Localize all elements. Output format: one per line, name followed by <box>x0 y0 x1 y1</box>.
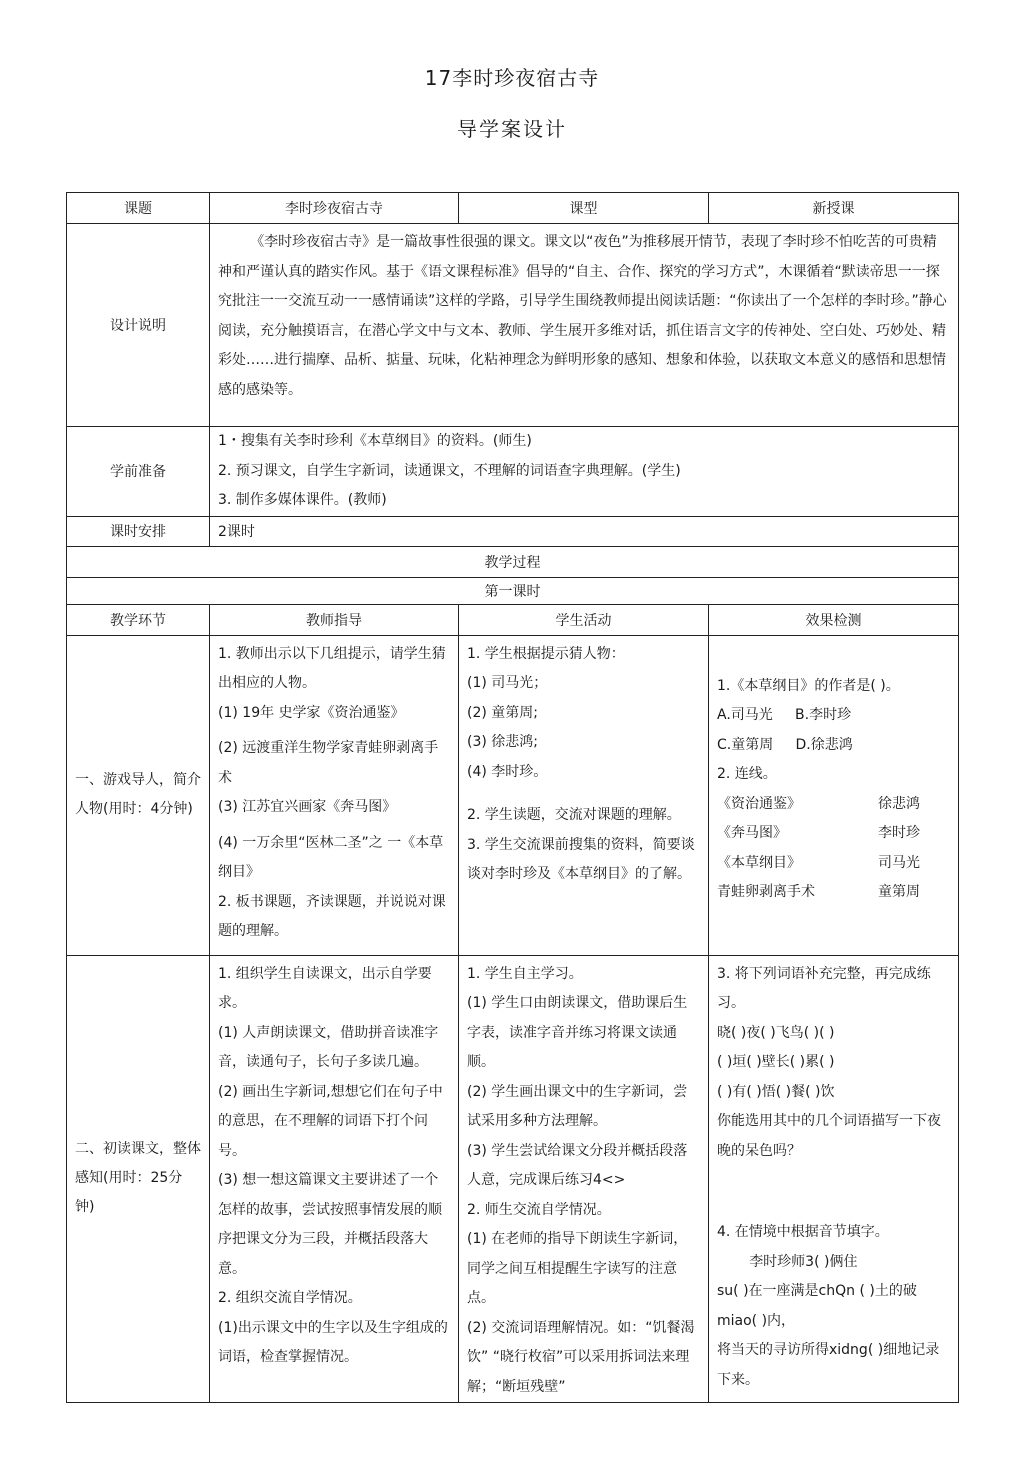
stage1-teacher-item: 2. 板书课题，齐读课题，并说说对课题的理解。 <box>218 893 446 939</box>
stage2-check-q4-line: 将当天的寻访所得xidng( )细地记录下来。 <box>717 1342 940 1388</box>
stage2-student-cell <box>459 955 709 1403</box>
prep-row <box>67 427 959 517</box>
stage1-teacher-item: (4) 一万余里“医林二圣”之 一《本草纲目》 <box>218 834 444 880</box>
match-row <box>717 849 950 879</box>
columns-row <box>67 604 959 635</box>
match-right: 李时珍 <box>878 825 920 841</box>
stage2-check-q3: 3. 将下列词语补充完整，再完成练习。 <box>717 965 931 1011</box>
stage2-check-q4: 4. 在情境中根据音节填字。 <box>717 1224 889 1240</box>
stage1-student-item: 1. 学生根据提示猜人物： <box>467 645 625 662</box>
match-row <box>717 878 950 908</box>
match-row <box>717 790 950 820</box>
design-cell <box>210 224 959 427</box>
stage2-teacher-item: 1. 组织学生自读课文，出示自学要求。 <box>218 965 432 1011</box>
header-row <box>67 193 959 224</box>
design-label: 设计说明 <box>67 224 210 427</box>
document-subtitle: 导学案设计 <box>457 117 567 141</box>
stage2-student-item: (3) 学生尝试给课文分段并概括段落人意，完成课后练习4<> <box>467 1142 688 1188</box>
stage1-check-q2: 2. 连线。 <box>717 766 777 782</box>
prep-item: 1・搜集有关李时珍利《本草纲目》的资料。(师生) <box>218 433 532 449</box>
stage2-student-item: (2) 学生画出课文中的生字新词，尝试采用多种方法理解。 <box>467 1083 688 1129</box>
stage1-student-item: (2) 童第周; <box>467 704 538 721</box>
stage2-check-blank: 晓( )夜( )飞鸟( )( ) <box>717 1024 835 1041</box>
stage1-teacher-item: (2) 远渡重洋生物学家青蛙卵剥离手术 <box>218 740 439 786</box>
stage2-name: 二、初读课文，整体感知(用时：25分钟) <box>67 955 210 1403</box>
stage2-check-q3-tail: 你能选用其中的几个词语描写一下夜晚的呆色吗？ <box>717 1113 941 1159</box>
match-left: 《奔马图》 <box>717 825 787 841</box>
stage1-teacher-item: (1) 19年 史学家《资治通鉴》 <box>218 704 405 721</box>
document-title: 17李时珍夜宿古寺 <box>424 66 600 90</box>
column-header-teacher: 教师指导 <box>210 604 459 635</box>
stage1-row <box>67 635 959 955</box>
stage2-teacher-item: (2) 画出生字新词,想想它们在句子中的意思，在不理解的词语下打个问号。 <box>218 1083 443 1159</box>
stage2-teacher-cell <box>210 955 459 1403</box>
period-title-row <box>67 577 959 604</box>
stage2-student-item: (2) 交流词语理解情况。如：“饥餐渴饮” “晓行枚宿”可以采用拆词法来理解；“断垣残壁” <box>467 1319 695 1395</box>
stage2-check-q4-line: 李时珍师3( )俩住 <box>749 1253 858 1270</box>
stage1-teacher-item: (3) 江苏宜兴画家《奔马图》 <box>218 799 397 815</box>
stage2-student-item: 1. 学生自主学习。 <box>467 965 583 982</box>
stage2-check-q4-line: su( )在一座满是chQn ( )土的破miao( )内， <box>717 1283 917 1329</box>
stage1-student-cell <box>459 635 709 955</box>
stage1-student-item: 3. 学生交流课前搜集的资料，简要谈谈对李时珍及《本草纲目》的了解。 <box>467 836 695 882</box>
stage2-teacher-item: (1) 人声朗读课文，借助拼音读准字音，读通句子，长句子多读几遍。 <box>218 1024 439 1070</box>
stage2-student-item: 2. 师生交流自学情况。 <box>467 1201 611 1218</box>
match-left: 青蛙卵剥离手术 <box>717 884 815 900</box>
stage1-teacher-cell <box>210 635 459 955</box>
stage1-student-item: (3) 徐悲鸿; <box>467 734 538 750</box>
match-row <box>717 819 950 849</box>
schedule-value: 2课时 <box>210 516 959 546</box>
stage2-check-blank: ( )有( )悟( )餐( )饮 <box>717 1083 835 1100</box>
column-header-stage: 教学环节 <box>67 604 210 635</box>
stage2-check-cell <box>709 955 959 1403</box>
lesson-plan-table <box>66 192 959 1403</box>
stage1-student-item: (1) 司马光； <box>467 675 548 691</box>
prep-cell <box>210 427 959 517</box>
header-topic-value: 李时珍夜宿古寺 <box>210 193 459 224</box>
stage2-student-item: (1) 学生口由朗读课文，借助课后生字表，读准字音并练习将课文读通顺。 <box>467 995 688 1070</box>
stage2-teacher-item: 2. 组织交流自学情况。 <box>218 1290 362 1306</box>
process-title-row <box>67 546 959 577</box>
schedule-label: 课时安排 <box>67 516 210 546</box>
design-text: 《李时珍夜宿古寺》是一篇故事性很强的课文。课文以“夜色”为推移展开情节，表现了李时珍不怕吃苦的可贵精神和严谨认真的踏实作风。基于《语文课程标准》倡导的“自主、合作、探究的学习方式”，木课循着“默读帝思一一探究批注一一交流互动一一感情诵读”这样的学路，引导学生围绕教师提出阅读话题：“你读出了一个怎样的李时珍。”静心阅读，充分触摸语言，在潜心学文中与文本、教师、学生展开多维对话，抓住语言文字的传神处、空白处、巧妙处、精彩处……进行揣摩、品析、掂量、玩味，化粘神理念为鲜明形象的感知、想象和体验，以获取文本意义的感悟和思想情感的感染等。 <box>218 234 947 398</box>
header-topic-label: 课题 <box>67 193 210 224</box>
stage1-check-q1-options: C.童第周 D.徐悲鸿 <box>717 736 853 753</box>
header-type-label: 课型 <box>459 193 709 224</box>
period-title: 第一课时 <box>67 577 959 604</box>
match-right: 司马光 <box>878 854 920 871</box>
stage1-check-cell <box>709 635 959 955</box>
match-right: 徐悲鸿 <box>878 795 920 812</box>
match-left: 《本草纲目》 <box>717 854 801 871</box>
stage1-student-item: 2. 学生读题，交流对课题的理解。 <box>467 807 681 823</box>
column-header-check: 效果检测 <box>709 604 959 635</box>
design-row <box>67 224 959 427</box>
stage2-teacher-item: (3) 想一想这篇课文主要讲述了一个怎样的故事，尝试按照事情发展的顺序把课文分为三段，并概括段落大意。 <box>218 1172 442 1277</box>
process-title: 教学过程 <box>67 546 959 577</box>
stage2-check-blank: ( )垣( )壁长( )累( ) <box>717 1054 835 1070</box>
stage2-teacher-item: (1)出示课文中的生字以及生字组成的词语，检查掌握情况。 <box>218 1319 448 1365</box>
stage1-student-item: (4) 李时珍。 <box>467 763 548 780</box>
column-header-student: 学生活动 <box>459 604 709 635</box>
match-right: 童第周 <box>878 884 920 900</box>
stage1-name: 一、游戏导人，简介人物(用时：4分钟) <box>67 635 210 955</box>
prep-item: 3. 制作多媒体课件。(教师) <box>218 492 387 508</box>
match-left: 《资治通鉴》 <box>717 795 801 812</box>
stage1-check-q1-options: A.司马光 B.李时珍 <box>717 707 852 723</box>
schedule-row <box>67 516 959 546</box>
header-type-value: 新授课 <box>709 193 959 224</box>
stage1-check-q1: 1.《本草纲目》的作者是( )。 <box>717 677 900 694</box>
prep-label: 学前准备 <box>67 427 210 517</box>
prep-item: 2. 预习课文，自学生字新词，读通课文，不理解的词语查字典理解。(学生) <box>218 462 681 479</box>
stage2-row <box>67 955 959 1403</box>
stage1-teacher-item: 1. 教师出示以下几组提示，请学生猜出相应的人物。 <box>218 645 446 691</box>
stage2-student-item: (1) 在老师的指导下朗读生字新词，同学之间互相提醒生字读写的注意点。 <box>467 1231 688 1306</box>
